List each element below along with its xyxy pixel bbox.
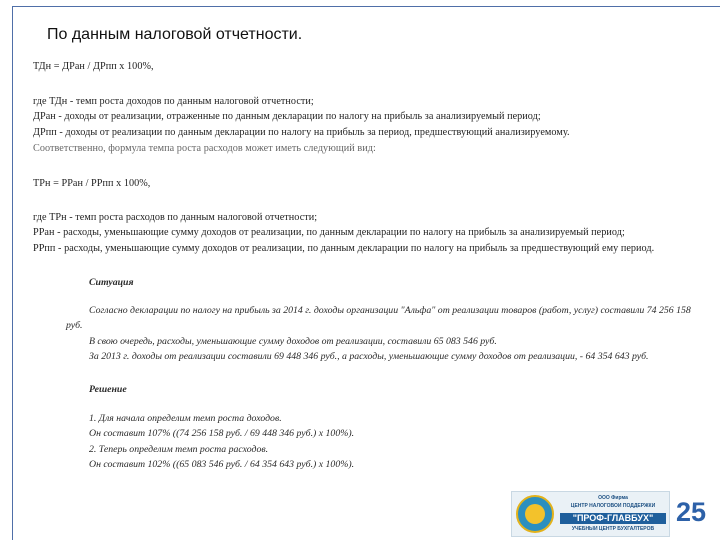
definition-trn: где ТРн - темп роста расходов по данным налоговой отчетности; (33, 212, 318, 223)
company-logo (511, 491, 670, 537)
correspondingly-text: Соответственно, формула темпа роста расходов может иметь следующий вид: (33, 143, 376, 154)
formula-income: ТДн = ДРан / ДРпп х 100%, (33, 61, 154, 72)
solution-heading: Решение (89, 384, 127, 395)
logo-subline: УЧЕБНЫЙ ЦЕНТР БУХГАЛТЕРОВ (571, 526, 655, 532)
logo-org-type: ООО Фирма (598, 495, 628, 501)
definition-rrpp: РРпп - расходы, уменьшающие сумму доходов от реализации, по данным декларации по налогу на прибыль за предшествующий ему период. (33, 243, 655, 254)
solution-step-2: 2. Теперь определим темп роста расходов. (89, 444, 269, 455)
situation-heading: Ситуация (89, 277, 134, 288)
situation-line-1: Согласно декларации по налогу на прибыль за 2014 г. доходы организации "Альфа" от реализации товаров (работ, услуг) составили 74 256 158 (89, 305, 691, 316)
logo-tagline: ЦЕНТР НАЛОГОВОЙ ПОДДЕРЖКИ (570, 503, 656, 509)
definition-dran: ДРан - доходы от реализации, отраженные по данным декларации по налогу на прибыль за анализируемый период; (33, 111, 541, 122)
logo-brand: "ПРОФ-ГЛАВБУХ" (560, 513, 666, 524)
definition-tdn: где ТДн - темп роста доходов по данным налоговой отчетности; (33, 96, 314, 107)
definition-drpp: ДРпп - доходы от реализации по данным декларации по налогу на прибыль за период, предшествующий анализируемому. (33, 127, 570, 138)
situation-line-3: За 2013 г. доходы от реализации составили 69 448 346 руб., а расходы, уменьшающие сумму доходов от реализации, - 64 354 643 руб. (89, 351, 649, 362)
slide-frame-top (12, 6, 720, 7)
situation-line-2: В свою очередь, расходы, уменьшающие сумму доходов от реализации, составили 65 083 546 руб. (89, 336, 497, 347)
slide-title: По данным налоговой отчетности. (47, 26, 303, 43)
situation-line-1-continued: руб. (66, 320, 83, 331)
solution-step-1: 1. Для начала определим темп роста доходов. (89, 413, 282, 424)
solution-step-1-result: Он составит 107% ((74 256 158 руб. / 69 448 346 руб.) х 100%). (89, 428, 355, 439)
slide-frame-left (12, 6, 13, 540)
page-number: 25 (676, 497, 707, 527)
solution-step-2-result: Он составит 102% ((65 083 546 руб. / 64 354 643 руб.) х 100%). (89, 459, 355, 470)
formula-expense: ТРн = РРан / РРпп х 100%, (33, 178, 151, 189)
definition-rran: РРан - расходы, уменьшающие сумму доходов от реализации, по данным декларации по налогу на прибыль за анализируемый период; (33, 227, 625, 238)
emblem-icon (516, 495, 554, 533)
